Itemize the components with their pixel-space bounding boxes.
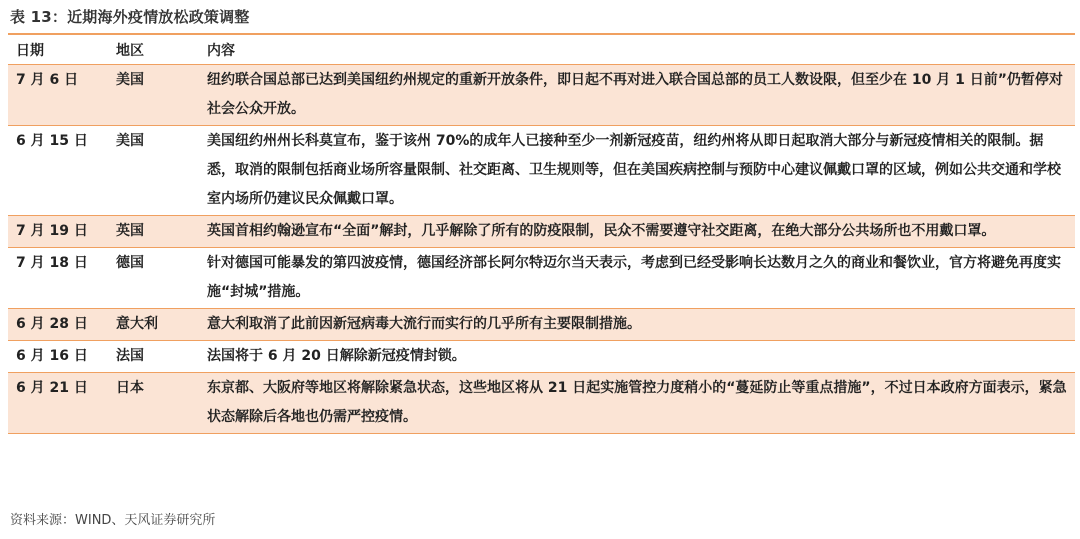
header-region: 地区	[108, 35, 199, 65]
row-region: 法国	[108, 341, 199, 373]
table-title: 表 13：近期海外疫情放松政策调整	[10, 8, 250, 26]
source-note: 资料来源：WIND、天风证券研究所	[10, 513, 216, 528]
header-date: 日期	[8, 35, 108, 65]
row-content: 针对德国可能暴发的第四波疫情，德国经济部长阿尔特迈尔当天表示，考虑到已经受影响长达数月之久的商业和餐饮业，官方将避免再度实施“封城”措施。	[199, 248, 1075, 309]
table-row	[8, 248, 1075, 309]
row-region: 日本	[108, 373, 199, 434]
row-content: 纽约联合国总部已达到美国纽约州规定的重新开放条件，即日起不再对进入联合国总部的员工人数设限，但至少在 10 月 1 日前”仍暂停对社会公众开放。	[199, 65, 1075, 126]
row-content: 法国将于 6 月 20 日解除新冠疫情封锁。	[199, 341, 1075, 373]
row-region: 德国	[108, 248, 199, 309]
row-content: 东京都、大阪府等地区将解除紧急状态，这些地区将从 21 日起实施管控力度稍小的“蔓延防止等重点措施”，不过日本政府方面表示，紧急状态解除后各地也仍需严控疫情。	[199, 373, 1075, 434]
row-region: 英国	[108, 216, 199, 248]
table-row	[8, 126, 1075, 216]
table-row	[8, 65, 1075, 126]
row-date: 7 月 18 日	[8, 248, 108, 309]
row-content: 英国首相约翰逊宣布“全面”解封，几乎解除了所有的防疫限制，民众不需要遵守社交距离，在绝大部分公共场所也不用戴口罩。	[199, 216, 1075, 248]
row-date: 6 月 28 日	[8, 309, 108, 341]
row-date: 7 月 19 日	[8, 216, 108, 248]
row-date: 7 月 6 日	[8, 65, 108, 126]
row-date: 6 月 16 日	[8, 341, 108, 373]
row-content: 意大利取消了此前因新冠病毒大流行而实行的几乎所有主要限制措施。	[199, 309, 1075, 341]
table-row	[8, 216, 1075, 248]
table-row	[8, 341, 1075, 373]
table-row	[8, 309, 1075, 341]
table-row	[8, 373, 1075, 434]
row-date: 6 月 15 日	[8, 126, 108, 216]
table-header-row	[8, 35, 1075, 65]
header-content: 内容	[199, 35, 1075, 65]
row-date: 6 月 21 日	[8, 373, 108, 434]
row-content: 美国纽约州州长科莫宣布，鉴于该州 70%的成年人已接种至少一剂新冠疫苗，纽约州将从即日起取消大部分与新冠疫情相关的限制。据悉，取消的限制包括商业场所容量限制、社交距离、卫生规则等，但在美国疾病控制与预防中心建议佩戴口罩的区域，例如公共交通和学校室内场所仍建议民众佩戴口罩。	[199, 126, 1075, 216]
row-region: 意大利	[108, 309, 199, 341]
policy-table	[8, 35, 1075, 434]
row-region: 美国	[108, 126, 199, 216]
row-region: 美国	[108, 65, 199, 126]
